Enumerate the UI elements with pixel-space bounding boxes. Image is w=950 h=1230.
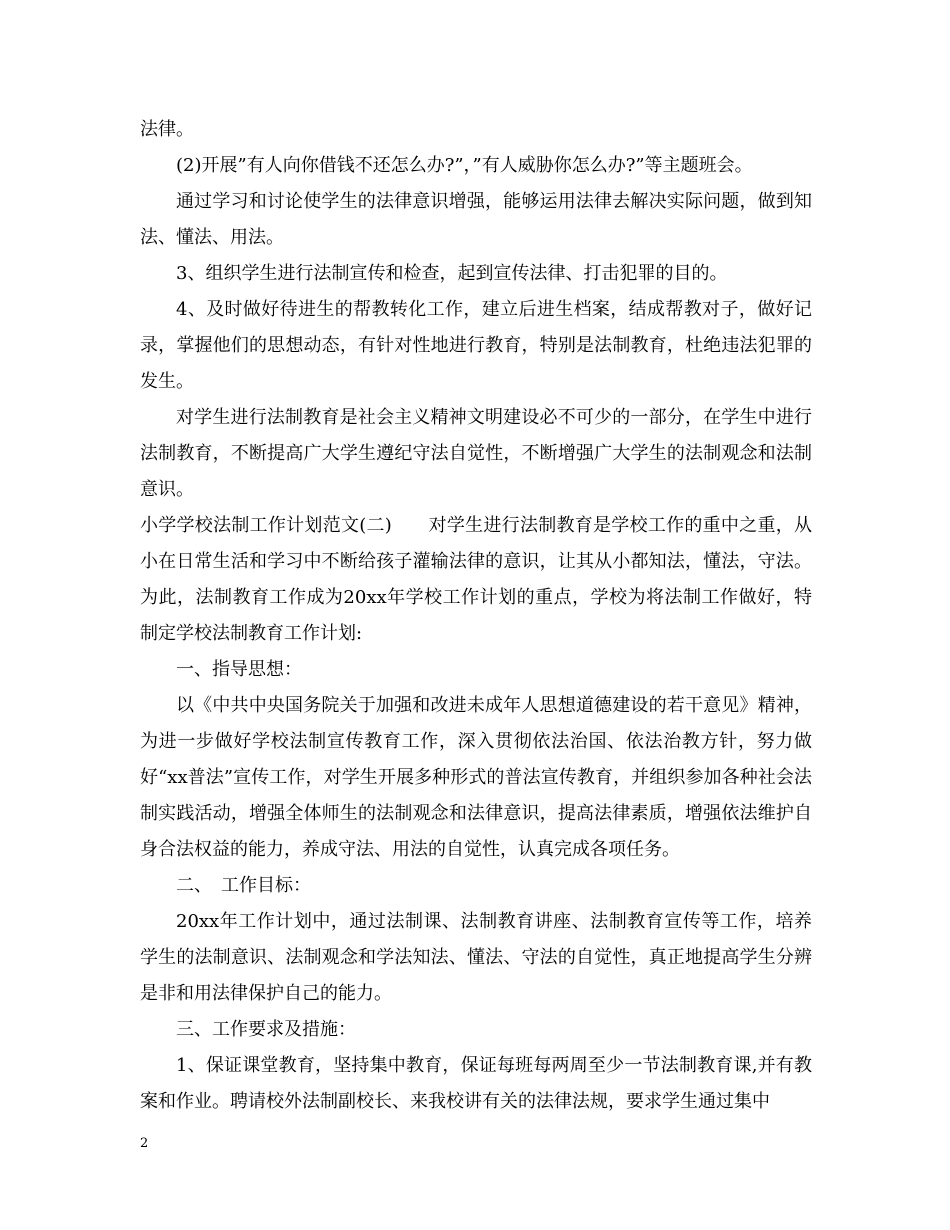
paragraph: 20xx年工作计划中，通过法制课、法制教育讲座、法制教育宣传等工作，培养学生的法制意识、法制观念和学法知法、懂法、守法的自觉性，真正地提高学生分辨是非和用法律保护自己的能力。 — [140, 911, 812, 1004]
paragraph: 法律。 — [140, 119, 194, 140]
paragraph: 三、工作要求及措施： — [176, 1019, 356, 1040]
paragraph: 一、指导思想： — [176, 659, 302, 680]
paragraph: (2)开展”有人向你借钱不还怎么办?”，”有人威胁你怎么办?”等主题班会。 — [176, 155, 753, 176]
paragraph: 小学学校法制工作计划范文(二) 对学生进行法制教育是学校工作的重中之重，从小在日常生活和学习中不断给孩子灌输法律的意识，让其从小都知法，懂法，守法。为此，法制教育工作成为20xx年学校工作计划的重点，学校为将法制工作做好，特制定学校法制教育工作计划: — [140, 515, 812, 644]
paragraph: 以《中共中央国务院关于加强和改进未成年人思想道德建设的若干意见》精神，为进一步做好学校法制宣传教育工作，深入贯彻依法治国、依法治教方针，努力做好“xx普法”宣传工作，对学生开展多种形式的普法宣传教育，并组织参加各种社会法制实践活动，增强全体师生的法制观念和法律意识，提高法律素质，增强依法维护自身合法权益的能力，养成守法、用法的自觉性，认真完成各项任务。 — [140, 695, 812, 860]
page-number: 2 — [140, 1136, 149, 1151]
paragraph: 对学生进行法制教育是社会主义精神文明建设必不可少的一部分，在学生中进行法制教育，不断提高广大学生遵纪守法自觉性，不断增强广大学生的法制观念和法制意识。 — [140, 407, 812, 500]
paragraph: 二、 工作目标： — [176, 875, 311, 896]
paragraph: 通过学习和讨论使学生的法律意识增强，能够运用法律去解决实际问题，做到知法、懂法、用法。 — [140, 191, 812, 248]
paragraph: 1、保证课堂教育，坚持集中教育，保证每班每两周至少一节法制教育课,并有教案和作业。聘请校外法制副校长、来我校讲有关的法律法规，要求学生通过集中 — [140, 1055, 812, 1112]
paragraph: 3、组织学生进行法制宣传和检查，起到宣传法律、打击犯罪的目的。 — [176, 263, 728, 284]
paragraph: 4、及时做好待进生的帮教转化工作，建立后进生档案，结成帮教对子，做好记录，掌握他们的思想动态，有针对性地进行教育，特别是法制教育，杜绝违法犯罪的发生。 — [140, 299, 812, 392]
body-text — [140, 112, 812, 1120]
